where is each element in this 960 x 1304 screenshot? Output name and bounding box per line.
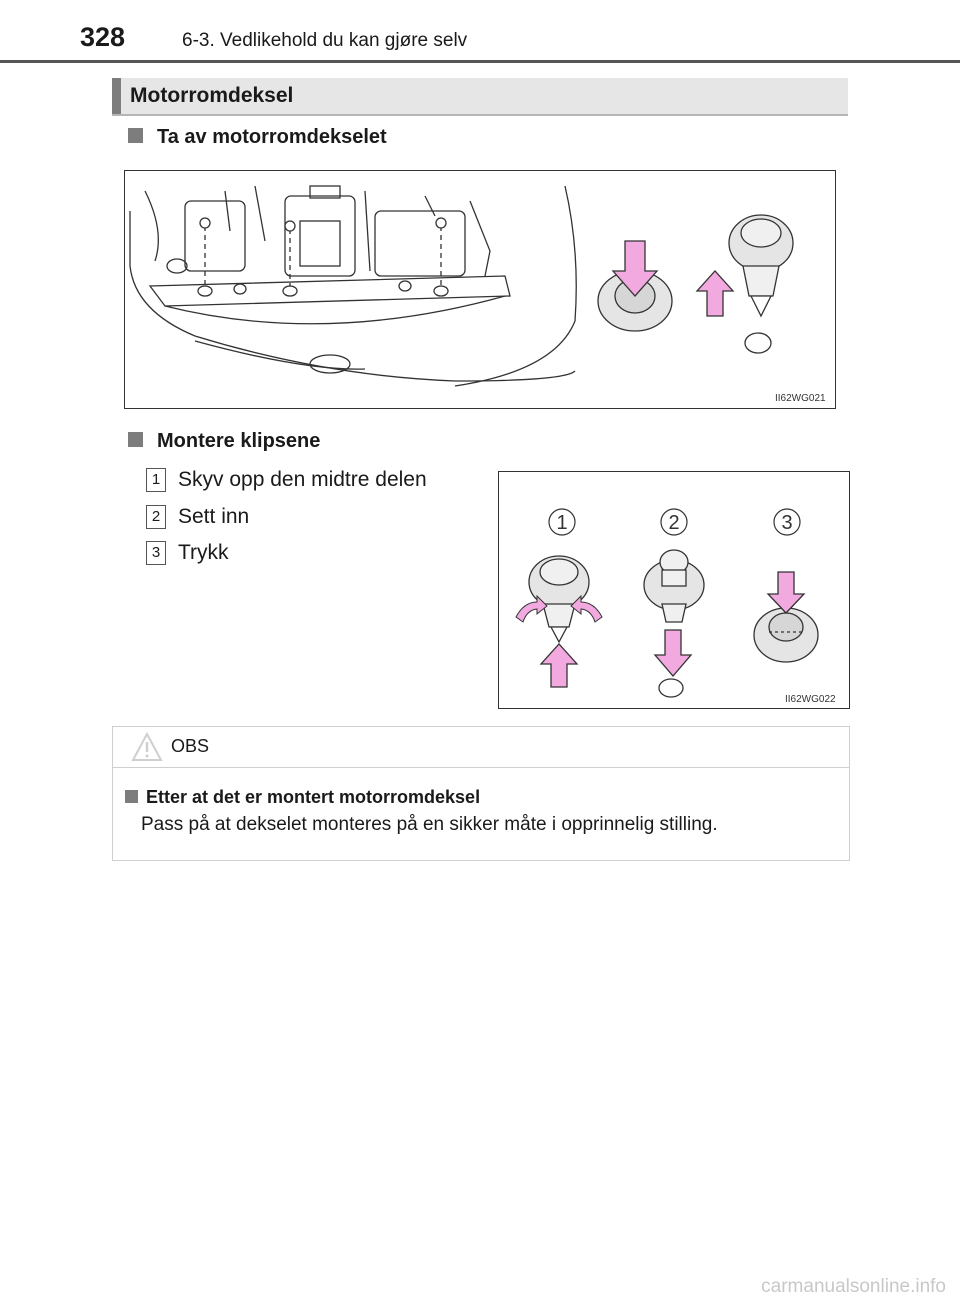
engine-bay-illustration xyxy=(125,171,835,408)
warning-triangle-icon xyxy=(131,732,163,762)
section-title: Motorromdeksel xyxy=(130,84,294,107)
svg-text:II62WG021: II62WG021 xyxy=(775,393,826,404)
arrow-down-icon xyxy=(768,572,804,613)
bullet-square-icon xyxy=(125,790,138,803)
step-item: 1 Skyv opp den midtre delen xyxy=(146,468,427,492)
watermark: carmanualsonline.info xyxy=(761,1276,946,1297)
notice-box xyxy=(112,726,850,861)
arrow-up-icon xyxy=(697,271,733,316)
section-accent xyxy=(112,78,121,114)
notice-header xyxy=(113,727,849,768)
clips-illustration xyxy=(499,472,849,708)
svg-text:3: 3 xyxy=(781,512,793,534)
figure-install-clips xyxy=(498,471,850,709)
figure-remove-cover xyxy=(124,170,836,409)
page-number: 328 xyxy=(80,22,126,52)
step-item: 2 Sett inn xyxy=(146,505,249,529)
notice-label: OBS xyxy=(171,736,210,756)
arrow-up-icon xyxy=(541,644,577,687)
chapter-title: 6-3. Vedlikehold du kan gjøre selv xyxy=(182,30,468,51)
header-rule xyxy=(0,60,960,63)
install-heading: Montere klipsene xyxy=(128,430,320,453)
svg-text:2: 2 xyxy=(668,512,680,534)
notice-text: Pass på at dekselet monteres på en sikker måte i opprinnelig stilling. xyxy=(141,814,718,835)
remove-heading: Ta av motorromdekselet xyxy=(128,126,387,149)
svg-text:1: 1 xyxy=(556,512,568,534)
section-bar xyxy=(112,78,848,116)
notice-subheading: Etter at det er montert motorromdeksel xyxy=(125,787,480,808)
bullet-square-icon xyxy=(128,432,143,447)
bullet-square-icon xyxy=(128,128,143,143)
arrow-down-icon xyxy=(655,630,691,676)
svg-text:II62WG022: II62WG022 xyxy=(785,694,836,705)
step-item: 3 Trykk xyxy=(146,541,229,565)
